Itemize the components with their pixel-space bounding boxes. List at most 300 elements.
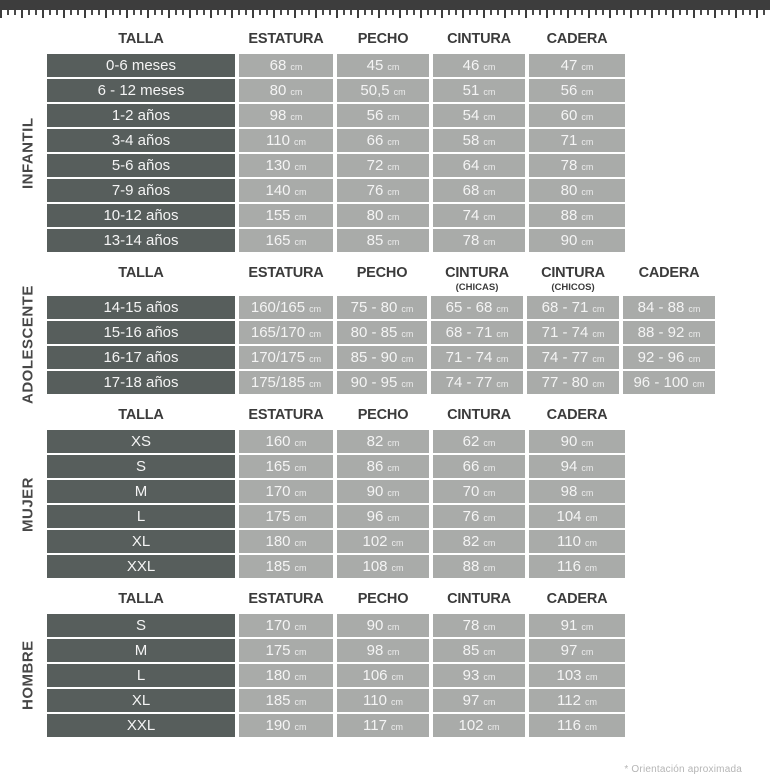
- value-number: 86: [366, 458, 384, 475]
- column-header: [239, 262, 333, 285]
- value-cell: [433, 530, 525, 553]
- value-number: 165/170: [250, 324, 306, 341]
- value-number: 93: [462, 667, 480, 684]
- value-number: 82: [366, 433, 384, 450]
- value-cell: [529, 154, 625, 177]
- value-cell: [239, 480, 333, 503]
- value-unit: cm: [581, 646, 594, 657]
- table-body-grid: [47, 430, 715, 578]
- value-cell: [337, 639, 429, 662]
- column-header-label: PECHO: [356, 265, 408, 281]
- value-cell: [239, 346, 333, 369]
- size-cell: 1-2 años: [47, 104, 235, 127]
- table-body-grid: [47, 54, 715, 252]
- value-number: 62: [462, 433, 480, 450]
- value-cell: [433, 714, 525, 737]
- value-unit: cm: [393, 86, 406, 97]
- value-cell: [527, 321, 619, 344]
- size-cell: M: [47, 480, 235, 503]
- value-unit: cm: [581, 236, 594, 247]
- value-cell: [433, 54, 525, 77]
- value-cell: [337, 689, 429, 712]
- value-unit: cm: [309, 303, 322, 314]
- value-number: 175/185: [250, 374, 306, 391]
- value-unit: cm: [483, 236, 496, 247]
- value-unit: cm: [483, 512, 496, 523]
- value-unit: cm: [309, 378, 322, 389]
- value-unit: cm: [290, 111, 303, 122]
- column-header: [527, 262, 619, 293]
- value-cell: [433, 104, 525, 127]
- value-number: 58: [462, 132, 480, 149]
- size-table-adolescente: [19, 262, 715, 405]
- value-number: 74: [462, 207, 480, 224]
- value-cell: [239, 639, 333, 662]
- value-cell: [529, 229, 625, 252]
- value-unit: cm: [483, 136, 496, 147]
- size-cell: S: [47, 455, 235, 478]
- value-number: 78: [462, 232, 480, 249]
- value-cell: [433, 455, 525, 478]
- size-cell: 5-6 años: [47, 154, 235, 177]
- size-cell: 0-6 meses: [47, 54, 235, 77]
- size-table-mujer: [19, 404, 715, 578]
- value-cell: [337, 505, 429, 528]
- value-unit: cm: [387, 646, 400, 657]
- value-unit: cm: [496, 353, 509, 364]
- value-number: 112: [557, 692, 581, 709]
- column-header-label: TALLA: [118, 407, 164, 423]
- value-unit: cm: [391, 671, 404, 682]
- table-header-row: [47, 404, 715, 427]
- value-cell: [239, 371, 333, 394]
- column-header-sublabel: (CHICAS): [455, 282, 499, 293]
- column-header: [433, 28, 525, 51]
- value-unit: cm: [309, 328, 322, 339]
- column-header: [47, 28, 235, 51]
- value-number: 185: [265, 692, 291, 709]
- value-number: 102: [458, 717, 484, 734]
- size-cell: XL: [47, 530, 235, 553]
- column-header-label: PECHO: [357, 407, 409, 423]
- value-cell: [529, 129, 625, 152]
- value-cell: [431, 296, 523, 319]
- value-number: 74 - 77: [541, 349, 589, 366]
- value-unit: cm: [387, 211, 400, 222]
- value-number: 76: [462, 508, 480, 525]
- value-cell: [433, 505, 525, 528]
- value-number: 85: [462, 642, 480, 659]
- value-cell: [337, 321, 427, 344]
- value-cell: [239, 179, 333, 202]
- value-cell: [337, 714, 429, 737]
- value-cell: [239, 430, 333, 453]
- column-header-label: CADERA: [546, 407, 608, 423]
- column-header-label: CADERA: [546, 591, 608, 607]
- size-cell: M: [47, 639, 235, 662]
- value-unit: cm: [483, 186, 496, 197]
- value-cell: [239, 530, 333, 553]
- value-unit: cm: [294, 537, 307, 548]
- size-table-infantil: [19, 28, 715, 252]
- value-number: 76: [366, 182, 384, 199]
- column-header-label: CADERA: [638, 265, 700, 281]
- value-unit: cm: [483, 211, 496, 222]
- value-cell: [529, 689, 625, 712]
- value-number: 77 - 80: [541, 374, 589, 391]
- value-cell: [529, 54, 625, 77]
- value-number: 78: [560, 157, 578, 174]
- value-number: 68 - 71: [541, 299, 589, 316]
- value-unit: cm: [483, 562, 496, 573]
- value-number: 92 - 96: [637, 349, 685, 366]
- value-unit: cm: [294, 671, 307, 682]
- value-number: 71 - 74: [541, 324, 589, 341]
- value-unit: cm: [387, 487, 400, 498]
- size-cell: XS: [47, 430, 235, 453]
- value-cell: [529, 179, 625, 202]
- size-cell: S: [47, 614, 235, 637]
- tape-ticks: [0, 10, 770, 18]
- value-unit: cm: [496, 328, 509, 339]
- value-number: 80: [269, 82, 287, 99]
- column-header-label: ESTATURA: [248, 31, 324, 47]
- value-number: 88 - 92: [637, 324, 685, 341]
- value-cell: [337, 229, 429, 252]
- size-cell: 7-9 años: [47, 179, 235, 202]
- value-number: 71: [560, 132, 578, 149]
- column-header: [239, 588, 333, 611]
- value-unit: cm: [294, 236, 307, 247]
- value-cell: [529, 555, 625, 578]
- value-unit: cm: [387, 512, 400, 523]
- value-unit: cm: [309, 353, 322, 364]
- value-unit: cm: [294, 721, 307, 732]
- value-unit: cm: [387, 111, 400, 122]
- column-header-label: TALLA: [118, 31, 164, 47]
- value-cell: [433, 480, 525, 503]
- value-number: 60: [560, 107, 578, 124]
- value-cell: [239, 321, 333, 344]
- section-label: INFANTIL: [19, 117, 37, 189]
- value-unit: cm: [592, 378, 605, 389]
- value-number: 170/175: [250, 349, 306, 366]
- column-header: [623, 262, 715, 285]
- value-unit: cm: [483, 537, 496, 548]
- value-unit: cm: [401, 353, 414, 364]
- value-cell: [431, 346, 523, 369]
- column-header: [337, 404, 429, 427]
- value-number: 94: [560, 458, 578, 475]
- value-unit: cm: [387, 437, 400, 448]
- column-header-sublabel: (CHICOS): [551, 282, 595, 293]
- value-cell: [337, 430, 429, 453]
- value-unit: cm: [483, 86, 496, 97]
- value-unit: cm: [584, 696, 597, 707]
- column-header-label: PECHO: [357, 591, 409, 607]
- value-number: 116: [557, 717, 581, 734]
- value-number: 90 - 95: [350, 374, 398, 391]
- value-unit: cm: [483, 696, 496, 707]
- value-number: 110: [557, 533, 581, 550]
- value-unit: cm: [585, 512, 598, 523]
- value-number: 165: [265, 232, 291, 249]
- value-cell: [433, 430, 525, 453]
- value-number: 88: [560, 207, 578, 224]
- value-cell: [239, 129, 333, 152]
- column-header: [433, 588, 525, 611]
- section-label: HOMBRE: [19, 640, 37, 711]
- value-cell: [431, 371, 523, 394]
- value-unit: cm: [387, 621, 400, 632]
- value-cell: [239, 614, 333, 637]
- value-cell: [337, 530, 429, 553]
- value-cell: [337, 179, 429, 202]
- value-cell: [433, 614, 525, 637]
- value-cell: [529, 480, 625, 503]
- size-cell: L: [47, 505, 235, 528]
- value-cell: [239, 229, 333, 252]
- value-unit: cm: [401, 328, 414, 339]
- value-cell: [239, 689, 333, 712]
- value-unit: cm: [294, 211, 307, 222]
- value-unit: cm: [483, 487, 496, 498]
- value-number: 106: [362, 667, 388, 684]
- value-number: 90: [366, 483, 384, 500]
- value-number: 65 - 68: [445, 299, 493, 316]
- value-unit: cm: [592, 328, 605, 339]
- value-cell: [433, 154, 525, 177]
- column-header: [433, 404, 525, 427]
- value-unit: cm: [496, 303, 509, 314]
- value-unit: cm: [294, 512, 307, 523]
- value-number: 66: [462, 458, 480, 475]
- value-cell: [239, 104, 333, 127]
- value-cell: [529, 714, 625, 737]
- value-number: 180: [265, 533, 291, 550]
- column-header-label: TALLA: [118, 265, 164, 281]
- column-header-label: CADERA: [546, 31, 608, 47]
- value-unit: cm: [581, 462, 594, 473]
- value-unit: cm: [581, 487, 594, 498]
- value-number: 160: [265, 433, 291, 450]
- value-cell: [337, 104, 429, 127]
- value-number: 98: [366, 642, 384, 659]
- value-cell: [527, 371, 619, 394]
- value-number: 96 - 100: [633, 374, 689, 391]
- table-rows: [19, 54, 715, 252]
- value-unit: cm: [581, 86, 594, 97]
- value-unit: cm: [387, 236, 400, 247]
- size-table-hombre: [19, 588, 715, 737]
- table-header-row: [47, 262, 715, 293]
- value-unit: cm: [293, 136, 306, 147]
- value-cell: [529, 104, 625, 127]
- value-unit: cm: [387, 161, 400, 172]
- value-cell: [529, 530, 625, 553]
- value-cell: [239, 714, 333, 737]
- size-cell: 6 - 12 meses: [47, 79, 235, 102]
- column-header-label: TALLA: [118, 591, 164, 607]
- value-unit: cm: [483, 61, 496, 72]
- value-number: 68 - 71: [445, 324, 493, 341]
- size-cell: XXL: [47, 555, 235, 578]
- value-unit: cm: [483, 111, 496, 122]
- value-cell: [337, 346, 427, 369]
- value-cell: [529, 79, 625, 102]
- value-cell: [433, 639, 525, 662]
- tape-measure-border: [0, 0, 770, 18]
- value-cell: [337, 664, 429, 687]
- column-header: [47, 588, 235, 611]
- value-unit: cm: [483, 161, 496, 172]
- table-header-row: [47, 28, 715, 51]
- value-cell: [239, 79, 333, 102]
- value-number: 54: [462, 107, 480, 124]
- value-cell: [337, 204, 429, 227]
- value-unit: cm: [692, 378, 705, 389]
- value-cell: [433, 555, 525, 578]
- value-number: 97: [560, 642, 578, 659]
- value-number: 51: [462, 82, 480, 99]
- value-unit: cm: [581, 621, 594, 632]
- value-unit: cm: [390, 721, 403, 732]
- value-number: 80: [560, 182, 578, 199]
- value-number: 117: [363, 717, 387, 734]
- value-cell: [433, 129, 525, 152]
- value-number: 84 - 88: [637, 299, 685, 316]
- value-number: 170: [265, 483, 291, 500]
- tape-bar: [0, 0, 770, 10]
- column-header: [431, 262, 523, 293]
- value-unit: cm: [390, 696, 403, 707]
- value-unit: cm: [483, 671, 496, 682]
- size-cell: L: [47, 664, 235, 687]
- value-number: 75 - 80: [350, 299, 398, 316]
- value-unit: cm: [688, 328, 701, 339]
- value-cell: [337, 129, 429, 152]
- value-number: 90: [560, 232, 578, 249]
- size-cell: 3-4 años: [47, 129, 235, 152]
- column-header-label: CINTURA: [447, 31, 511, 47]
- value-cell: [529, 505, 625, 528]
- value-unit: cm: [592, 303, 605, 314]
- value-cell: [337, 79, 429, 102]
- value-cell: [239, 54, 333, 77]
- value-cell: [529, 664, 625, 687]
- column-header-label: ESTATURA: [248, 265, 324, 281]
- footnote: * Orientación aproximada: [624, 764, 742, 775]
- value-unit: cm: [487, 721, 500, 732]
- table-body-grid: [47, 614, 715, 737]
- value-number: 80 - 85: [350, 324, 398, 341]
- value-unit: cm: [483, 462, 496, 473]
- value-number: 56: [560, 82, 578, 99]
- value-cell: [239, 664, 333, 687]
- column-header: [529, 588, 625, 611]
- value-cell: [239, 455, 333, 478]
- value-cell: [337, 54, 429, 77]
- table-body-grid: [47, 296, 715, 394]
- value-number: 46: [462, 57, 480, 74]
- value-unit: cm: [294, 621, 307, 632]
- value-cell: [529, 614, 625, 637]
- value-number: 68: [269, 57, 287, 74]
- value-number: 108: [362, 558, 388, 575]
- value-unit: cm: [294, 646, 307, 657]
- value-number: 50,5: [360, 82, 390, 99]
- value-unit: cm: [581, 437, 594, 448]
- value-number: 102: [362, 533, 388, 550]
- value-unit: cm: [483, 621, 496, 632]
- table-rows: [19, 614, 715, 737]
- value-unit: cm: [483, 437, 496, 448]
- value-cell: [337, 154, 429, 177]
- value-unit: cm: [401, 378, 414, 389]
- value-cell: [337, 371, 427, 394]
- value-number: 78: [462, 617, 480, 634]
- value-unit: cm: [585, 671, 598, 682]
- size-cell: 10-12 años: [47, 204, 235, 227]
- value-unit: cm: [592, 353, 605, 364]
- value-unit: cm: [483, 646, 496, 657]
- value-number: 74 - 77: [445, 374, 493, 391]
- column-header-label: CINTURA: [541, 265, 605, 281]
- value-unit: cm: [584, 537, 597, 548]
- value-unit: cm: [581, 111, 594, 122]
- value-number: 190: [265, 717, 291, 734]
- table-rows: [19, 430, 715, 578]
- value-number: 91: [560, 617, 578, 634]
- value-cell: [431, 321, 523, 344]
- section-label: MUJER: [19, 476, 37, 532]
- value-cell: [433, 664, 525, 687]
- value-number: 85 - 90: [350, 349, 398, 366]
- value-number: 160/165: [250, 299, 306, 316]
- size-cell: XL: [47, 689, 235, 712]
- value-number: 97: [462, 692, 480, 709]
- value-cell: [239, 204, 333, 227]
- value-cell: [337, 455, 429, 478]
- value-unit: cm: [387, 462, 400, 473]
- value-number: 64: [462, 157, 480, 174]
- value-number: 110: [266, 132, 290, 149]
- value-unit: cm: [294, 696, 307, 707]
- column-header-label: PECHO: [357, 31, 409, 47]
- value-unit: cm: [387, 136, 400, 147]
- value-cell: [337, 614, 429, 637]
- value-number: 165: [265, 458, 291, 475]
- value-unit: cm: [387, 186, 400, 197]
- value-unit: cm: [391, 562, 404, 573]
- value-number: 68: [462, 182, 480, 199]
- value-number: 130: [265, 157, 291, 174]
- value-number: 56: [366, 107, 384, 124]
- column-header: [47, 262, 235, 285]
- value-unit: cm: [401, 303, 414, 314]
- size-cell: 17-18 años: [47, 371, 235, 394]
- value-cell: [239, 505, 333, 528]
- value-number: 85: [366, 232, 384, 249]
- value-number: 98: [269, 107, 287, 124]
- table-header-row: [47, 588, 715, 611]
- value-cell: [527, 296, 619, 319]
- column-header: [239, 404, 333, 427]
- value-unit: cm: [290, 61, 303, 72]
- value-cell: [433, 179, 525, 202]
- column-header-label: ESTATURA: [248, 407, 324, 423]
- value-unit: cm: [688, 303, 701, 314]
